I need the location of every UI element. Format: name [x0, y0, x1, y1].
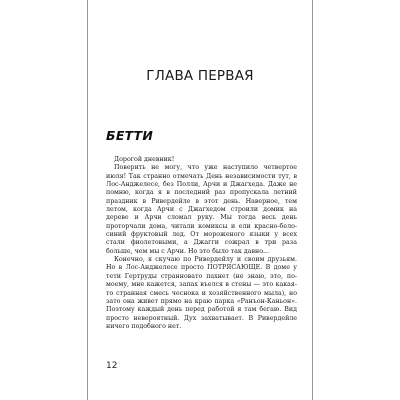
- section-heading: БЕТТИ: [106, 128, 154, 143]
- book-page: [87, 0, 313, 400]
- chapter-title: ГЛАВА ПЕРВАЯ: [146, 68, 254, 84]
- paragraph: Дорогой дневник!: [114, 156, 175, 163]
- body-text: [106, 156, 297, 331]
- page-number: 12: [106, 361, 118, 371]
- paragraph: Конечно, я скучаю по Ривердейлу и своим друзьям. Но в Лос-Анджелесе просто ПОТРЯСАЮЩЕ. В доме у тети Гертруды странновато пахнет (не знаю, это, по-моему, мне кажется, запах въелся в стены — это какая-то странная смесь чеснока и хозяйственного мыла), но зато она живет прямо на краю парка «Ранъон-Каньон». Поэтому каждый день перед работой я там бегаю. Вид просто невероятный. Дух захватывает. В Ривердейле ничего подобного нет.: [106, 256, 297, 330]
- paragraph: Поверить не могу, что уже наступило четвертое июля! Так странно отмечать День независимости тут, в Лос-Анджелесе, без Полли, Арчи и Джагхеда. Даже не помню, когда я в последний раз пропускала летний праздник в Ривердейле в этот день. Наверное, тем летом, когда Арчи с Джагхедом строили домик на дереве и Арчи сломал руку. Мы тогда весь день проторчали дома, читали комиксы и ели красно-бело-синий фруктовый лед. От мороженого языки у всех стали фиолетовыми, а Джагги сожрал в три раза больше, чем мы с Арчи. Но это было так давно...: [106, 164, 297, 255]
